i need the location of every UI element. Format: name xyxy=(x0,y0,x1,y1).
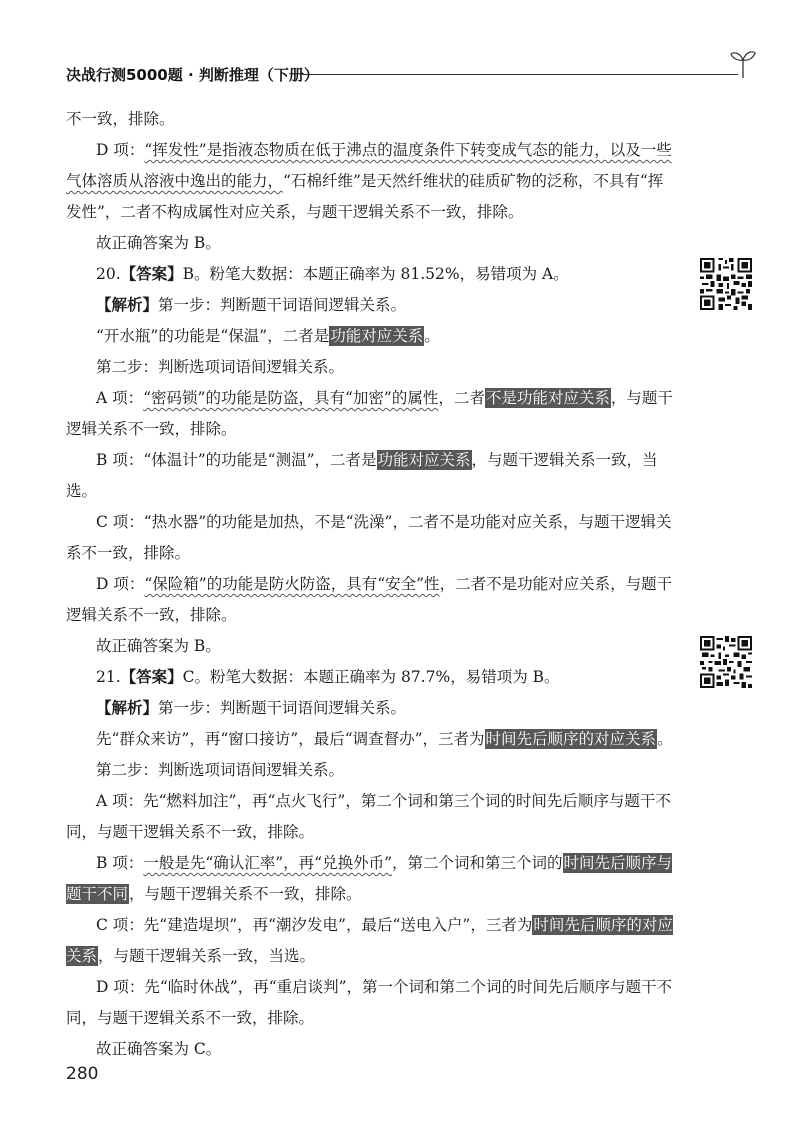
text: C 项：先“建造堤坝”，再“潮汐发电”，最后“送电入户”，三者为 xyxy=(96,916,533,934)
question-number: 21. xyxy=(96,668,121,686)
sprout-icon xyxy=(730,48,756,78)
q21-option-d: D 项：先“临时休战”，再“重启谈判”，第一个词和第二个词的时间先后顺序与题干不同，与题干逻辑关系不一致，排除。 xyxy=(66,978,673,1027)
text: ，与题干逻辑关系一致，当选。 xyxy=(66,451,658,500)
highlight: 功能对应关系 xyxy=(330,327,424,345)
analysis-text: 第一步：判断题干词语间逻辑关系。 xyxy=(158,699,407,717)
text: ，二者不是功能对应关系，与题干逻辑关系不一致，排除。 xyxy=(66,575,673,624)
page-content xyxy=(66,104,676,1065)
page-header xyxy=(66,58,756,88)
text: 。 xyxy=(424,327,440,345)
highlight: 时间先后顺序的对应关系 xyxy=(66,916,673,965)
q21-step1 xyxy=(66,724,676,755)
highlight: 时间先后顺序的对应关系 xyxy=(485,730,657,748)
qr-code-icon[interactable] xyxy=(700,636,752,688)
paragraph: 不一致，排除。 xyxy=(66,110,175,128)
q20-analysis xyxy=(66,290,676,321)
text: ，与题干逻辑关系一致，当选。 xyxy=(98,947,316,965)
wavy-text: “密码锁”的功能是防盗，具有“加密”的属性 xyxy=(143,389,439,407)
option-label: B 项： xyxy=(96,854,144,872)
question-number: 20. xyxy=(96,265,121,283)
option-label: D 项： xyxy=(96,575,145,593)
text: ，二者 xyxy=(438,389,485,407)
highlight: 功能对应关系 xyxy=(377,451,471,469)
q20-answer xyxy=(66,259,676,290)
wavy-text: 一般是先“确认汇率”，再“兑换外币” xyxy=(143,854,393,872)
option-d-paragraph xyxy=(66,135,676,228)
q21-analysis xyxy=(66,693,676,724)
text: “石棉纤维”是天然纤维状的硅质矿物的泛称，不具有“挥发性”，二者不构成属性对应关系，与题干逻辑关系不一致，排除。 xyxy=(66,172,664,221)
answer-text: C。粉笔大数据：本题正确率为 87.7%，易错项为 B。 xyxy=(182,668,560,686)
text: ，与题干逻辑关系不一致，排除。 xyxy=(129,885,362,903)
highlight: 不是功能对应关系 xyxy=(485,389,610,407)
q21-step2: 第二步：判断选项词语间逻辑关系。 xyxy=(96,761,345,779)
option-label: A 项： xyxy=(96,389,144,407)
answer-label: 【答案】 xyxy=(120,668,183,686)
text: ，与题干逻辑关系不一致，排除。 xyxy=(66,389,673,438)
q20-option-c: C 项：“热水器”的功能是加热，不是“洗澡”，二者不是功能对应关系，与题干逻辑关系不一致，排除。 xyxy=(66,513,672,562)
q20-step1 xyxy=(66,321,676,352)
text: ，第二个词和第三个词的 xyxy=(392,854,563,872)
answer-text: B。粉笔大数据：本题正确率为 81.52%，易错项为 A。 xyxy=(182,265,569,283)
header-rule xyxy=(300,74,738,75)
option-label: D 项： xyxy=(96,141,145,159)
q21-option-c xyxy=(66,910,676,972)
text: 先“群众来访”，再“窗口接访”，最后“调查督办”，三者为 xyxy=(96,730,485,748)
q20-option-d xyxy=(66,569,676,631)
wavy-text: “保险箱”的功能是防火防盗，具有“安全”性 xyxy=(144,575,440,593)
q20-option-a xyxy=(66,383,676,445)
q21-final-answer: 故正确答案为 C。 xyxy=(96,1040,222,1058)
q20-step2: 第二步：判断选项词语间逻辑关系。 xyxy=(96,358,345,376)
q20-final-answer: 故正确答案为 B。 xyxy=(96,637,221,655)
text: 。 xyxy=(657,730,673,748)
highlight: 时间先后顺序与题干不同 xyxy=(66,854,673,903)
q21-option-b xyxy=(66,848,676,910)
book-title: 决战行测5000题 · 判断推理（下册） xyxy=(66,66,319,84)
final-answer: 故正确答案为 B。 xyxy=(96,234,221,252)
page-number: 280 xyxy=(66,1064,99,1084)
wavy-text: “挥发性”是指液态物质在低于沸点的温度条件下转变成气态的能力，以及一些气体溶质从溶液中逸出的能力， xyxy=(66,141,672,190)
q21-option-a: A 项：先“燃料加注”，再“点火飞行”，第二个词和第三个词的时间先后顺序与题干不同，与题干逻辑关系不一致，排除。 xyxy=(66,792,671,841)
analysis-label: 【解析】 xyxy=(96,296,159,314)
analysis-text: 第一步：判断题干词语间逻辑关系。 xyxy=(158,296,407,314)
qr-code-icon[interactable] xyxy=(700,258,752,310)
q21-answer xyxy=(66,662,676,693)
text: B 项：“体温计”的功能是“测温”，二者是 xyxy=(96,451,377,469)
answer-label: 【答案】 xyxy=(120,265,183,283)
q20-option-b xyxy=(66,445,676,507)
text: “开水瓶”的功能是“保温”，二者是 xyxy=(96,327,330,345)
analysis-label: 【解析】 xyxy=(96,699,159,717)
